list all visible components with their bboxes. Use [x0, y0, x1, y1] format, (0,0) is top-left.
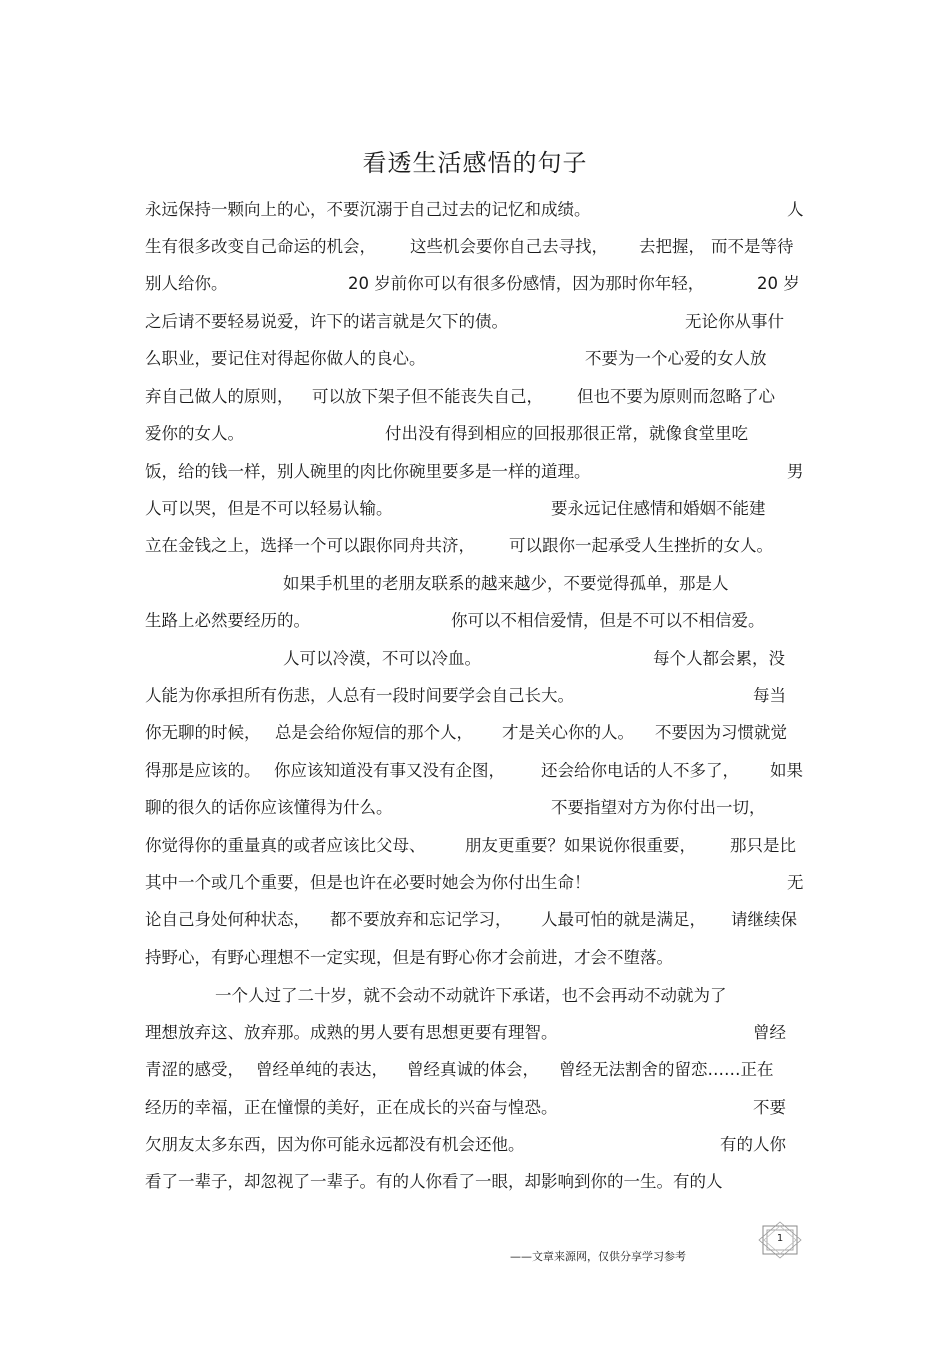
text-segment: 你无聊的时候， — [145, 723, 261, 742]
text-line — [145, 309, 805, 335]
text-segment: 都不要放弃和忘记学习， — [330, 910, 512, 929]
text-segment: 要永远记住感情和婚姻不能建 — [551, 499, 766, 518]
text-segment: 付出没有得到相应的回报那很正常，就像食堂里吃 — [385, 424, 748, 443]
text-segment: 人可以哭，但是不可以轻易认输。 — [145, 499, 393, 518]
text-segment: 聊的很久的话你应该懂得为什么。 — [145, 798, 393, 817]
text-segment: 曾经 — [753, 1023, 786, 1042]
text-segment: 男 — [787, 462, 804, 481]
text-segment: 20 岁 — [757, 274, 800, 293]
text-segment: 看了一辈子，却忽视了一辈子。有的人你看了一眼，却影响到你的一生。有的人 — [145, 1172, 723, 1191]
text-segment: 总是会给你短信的那个人， — [275, 723, 473, 742]
text-segment: 不要指望对方为你付出一切， — [551, 798, 766, 817]
text-segment: 这些机会要你自己去寻找， — [410, 237, 608, 256]
text-segment: 弃自己做人的原则， — [145, 387, 294, 406]
text-line — [145, 234, 805, 260]
text-line — [145, 833, 805, 859]
text-segment: 曾经无法割舍的留恋……正在 — [559, 1060, 774, 1079]
text-line — [145, 983, 805, 1009]
text-segment: 得那是应该的。 — [145, 761, 261, 780]
text-segment: 无论你从事什 — [685, 312, 784, 331]
text-line — [145, 683, 805, 709]
text-line — [145, 1057, 805, 1083]
text-segment: 其中一个或几个重要，但是也许在必要时她会为你付出生命！ — [145, 873, 591, 892]
text-segment: 经历的幸福，正在憧憬的美好，正在成长的兴奋与惶恐。 — [145, 1098, 558, 1117]
text-segment: 每当 — [753, 686, 786, 705]
text-line — [145, 496, 805, 522]
text-line — [145, 384, 805, 410]
text-segment: 饭，给的钱一样，别人碗里的肉比你碗里要多是一样的道理。 — [145, 462, 591, 481]
text-line — [145, 945, 805, 971]
text-line — [145, 907, 805, 933]
text-segment: 不要 — [753, 1098, 786, 1117]
text-line — [145, 1169, 805, 1195]
text-segment: 而不是等待 — [711, 237, 794, 256]
text-line — [145, 795, 805, 821]
text-segment: 持野心，有野心理想不一定实现，但是有野心你才会前进，才会不堕落。 — [145, 948, 673, 967]
text-segment: 一个人过了二十岁，就不会动不动就许下承诺，也不会再动不动就为了 — [215, 986, 727, 1005]
text-segment: 不要为一个心爱的女人放 — [585, 349, 767, 368]
text-line — [145, 421, 805, 447]
text-segment: 那只是比 — [730, 836, 796, 855]
text-segment: 你觉得你的重量真的或者应该比父母、 — [145, 836, 426, 855]
text-segment: 但也不要为原则而忽略了心 — [577, 387, 775, 406]
text-segment: 你应该知道没有事又没有企图， — [274, 761, 505, 780]
text-segment: 论自己身处何种状态， — [145, 910, 310, 929]
text-segment: 无 — [787, 873, 804, 892]
text-segment: 之后请不要轻易说爱，许下的诺言就是欠下的债。 — [145, 312, 508, 331]
text-line — [145, 197, 805, 223]
text-line — [145, 646, 805, 672]
text-segment: 么职业，要记住对得起你做人的良心。 — [145, 349, 426, 368]
text-segment: 去把握， — [639, 237, 705, 256]
text-segment: 不要因为习惯就觉 — [655, 723, 787, 742]
text-segment: 曾经真诚的体会， — [407, 1060, 539, 1079]
text-segment: 可以放下架子但不能丧失自己， — [312, 387, 543, 406]
text-line — [145, 1020, 805, 1046]
footer-note: ——文章来源网，仅供分享学习参考 — [510, 1250, 686, 1263]
text-segment: 如果手机里的老朋友联系的越来越少，不要觉得孤单，那是人 — [283, 574, 729, 593]
text-segment: 生路上必然要经历的。 — [145, 611, 310, 630]
text-segment: 别人给你。 — [145, 274, 228, 293]
text-segment: 每个人都会累，没 — [653, 649, 785, 668]
text-line — [145, 533, 805, 559]
text-segment: 立在金钱之上，选择一个可以跟你同舟共济， — [145, 536, 475, 555]
text-segment: 生有很多改变自己命运的机会， — [145, 237, 376, 256]
text-line — [145, 346, 805, 372]
text-segment: 你可以不相信爱情，但是不可以不相信爱。 — [451, 611, 765, 630]
text-segment: 请继续保 — [731, 910, 797, 929]
page-number: 1 — [776, 1233, 784, 1244]
text-segment: 还会给你电话的人不多了， — [541, 761, 739, 780]
text-segment: 可以跟你一起承受人生挫折的女人。 — [509, 536, 773, 555]
text-segment: 欠朋友太多东西，因为你可能永远都没有机会还他。 — [145, 1135, 525, 1154]
text-segment: 人可以冷漠，不可以冷血。 — [283, 649, 481, 668]
text-segment: 爱你的女人。 — [145, 424, 244, 443]
text-segment: 如果 — [770, 761, 803, 780]
text-line — [145, 459, 805, 485]
text-segment: 永远保持一颗向上的心，不要沉溺于自己过去的记忆和成绩。 — [145, 200, 591, 219]
text-segment: 才是关心你的人。 — [502, 723, 634, 742]
text-segment: 理想放弃这、放弃那。成熟的男人要有思想更要有理智。 — [145, 1023, 558, 1042]
text-line — [145, 720, 805, 746]
text-segment: 朋友更重要？如果说你很重要， — [465, 836, 696, 855]
document-title: 看透生活感悟的句子 — [362, 149, 588, 177]
text-line — [145, 758, 805, 784]
text-segment: 人能为你承担所有伤悲，人总有一段时间要学会自己长大。 — [145, 686, 574, 705]
text-segment: 20 岁前你可以有很多份感情，因为那时你年轻， — [348, 274, 705, 293]
text-line — [145, 870, 805, 896]
text-line — [145, 1095, 805, 1121]
text-segment: 有的人你 — [720, 1135, 786, 1154]
text-line — [145, 571, 805, 597]
text-line — [145, 271, 805, 297]
text-segment: 青涩的感受， — [145, 1060, 244, 1079]
text-line — [145, 608, 805, 634]
text-segment: 人 — [787, 200, 804, 219]
text-line — [145, 1132, 805, 1158]
text-segment: 曾经单纯的表达， — [256, 1060, 388, 1079]
text-segment: 人最可怕的就是满足， — [541, 910, 706, 929]
